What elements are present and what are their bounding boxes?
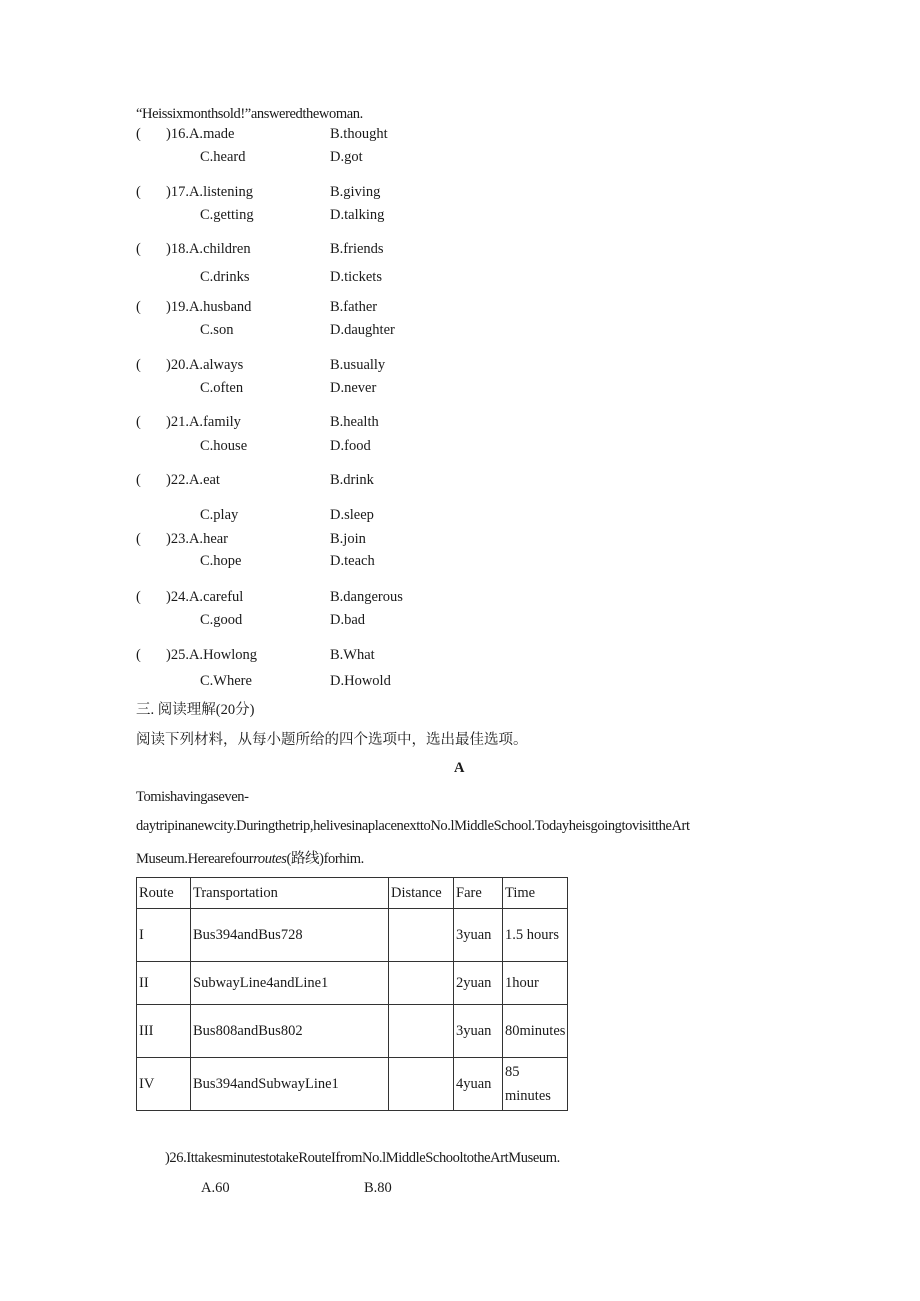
option-b-text: thought xyxy=(343,126,388,142)
header-fare: Fare xyxy=(454,878,503,909)
option-d-prefix: D. xyxy=(330,507,345,523)
option-c-prefix: C. xyxy=(200,149,214,165)
q26-stem: )26.IttakesminutestotakeRouteIfromNo.lMiddleSchooltotheArtMuseum. xyxy=(165,1150,560,1166)
cell-route: III xyxy=(137,1005,191,1058)
option-c-prefix: C. xyxy=(200,269,214,285)
cell-route: II xyxy=(137,962,191,1005)
question-number-a-prefix: )21.A. xyxy=(166,414,204,430)
question-number-a-prefix: )16.A. xyxy=(166,126,204,142)
cell-fare: 3yuan xyxy=(454,1005,503,1058)
option-b xyxy=(330,531,366,548)
table-row xyxy=(137,909,568,962)
answer-paren-open: ( xyxy=(136,357,141,373)
option-b-text: What xyxy=(343,647,375,663)
cell-route: I xyxy=(137,909,191,962)
option-d xyxy=(330,553,375,570)
option-d-text: tickets xyxy=(344,269,382,285)
question-number-a-text: children xyxy=(203,241,251,257)
option-b-prefix: B. xyxy=(330,357,344,373)
option-d-text: daughter xyxy=(344,322,395,338)
option-c-text: play xyxy=(213,507,239,523)
question-number-a-prefix: )22.A. xyxy=(166,472,204,488)
question-number-a-prefix: )19.A. xyxy=(166,299,204,315)
option-b-prefix: B. xyxy=(330,472,344,488)
option-d-text: Howold xyxy=(344,673,391,689)
option-b xyxy=(330,647,375,664)
option-b-prefix: B. xyxy=(330,647,344,663)
option-b-text: join xyxy=(343,531,366,547)
header-route: Route xyxy=(137,878,191,909)
option-d xyxy=(330,612,365,629)
option-d-prefix: D. xyxy=(330,673,345,689)
option-d xyxy=(330,269,382,286)
cell-distance xyxy=(389,909,454,962)
question-number-a-prefix: )24.A. xyxy=(166,589,204,605)
cell-distance xyxy=(389,962,454,1005)
option-c xyxy=(200,507,238,524)
option-c-text: house xyxy=(213,438,248,454)
option-d-text: sleep xyxy=(344,507,374,523)
cell-fare: 4yuan xyxy=(454,1058,503,1111)
option-b-text: drink xyxy=(343,472,374,488)
option-c-prefix: C. xyxy=(200,673,214,689)
option-b-text: father xyxy=(343,299,378,315)
option-d-text: bad xyxy=(344,612,366,628)
passage-line-3-post: (路线)forhim. xyxy=(286,851,364,867)
answer-paren-open: ( xyxy=(136,241,141,257)
passage-label: A xyxy=(454,760,465,776)
question-number-a xyxy=(166,472,220,489)
option-b xyxy=(330,357,385,374)
option-b-text: giving xyxy=(343,184,381,200)
option-b xyxy=(330,472,374,489)
question-number-a-prefix: )23.A. xyxy=(166,531,204,547)
question-number-a-prefix: )25.A. xyxy=(166,647,204,663)
option-d-text: food xyxy=(344,438,371,454)
passage-line-3 xyxy=(136,847,364,868)
option-d xyxy=(330,149,363,166)
intro-line: “Heissixmonthsold!”answeredthewoman. xyxy=(136,106,363,122)
option-d-prefix: D. xyxy=(330,612,345,628)
cell-transportation: Bus394andSubwayLine1 xyxy=(191,1058,389,1111)
question-number-a xyxy=(166,414,241,431)
option-b xyxy=(330,241,384,258)
question-number-a xyxy=(166,531,228,548)
option-c-text: Where xyxy=(213,673,252,689)
option-c-text: son xyxy=(213,322,234,338)
option-d xyxy=(330,322,395,339)
table-row xyxy=(137,1005,568,1058)
option-c xyxy=(200,673,252,690)
answer-paren-open: ( xyxy=(136,299,141,315)
option-b-prefix: B. xyxy=(330,241,344,257)
option-c xyxy=(200,612,242,629)
option-d xyxy=(330,380,376,397)
option-d-prefix: D. xyxy=(330,553,345,569)
question-number-a-text: careful xyxy=(203,589,244,605)
option-d-prefix: D. xyxy=(330,380,345,396)
header-distance: Distance xyxy=(389,878,454,909)
option-c xyxy=(200,269,250,286)
question-number-a xyxy=(166,184,253,201)
cell-time: 85 minutes xyxy=(503,1058,568,1111)
option-c-text: often xyxy=(213,380,244,396)
option-c xyxy=(200,380,243,397)
question-number-a xyxy=(166,647,257,664)
option-d-text: never xyxy=(344,380,377,396)
option-d-text: teach xyxy=(344,553,375,569)
cell-fare: 3yuan xyxy=(454,909,503,962)
option-d-prefix: D. xyxy=(330,322,345,338)
option-c-prefix: C. xyxy=(200,553,214,569)
question-number-a-text: hear xyxy=(203,531,229,547)
option-c-prefix: C. xyxy=(200,207,214,223)
option-b-prefix: B. xyxy=(330,126,344,142)
answer-paren-open: ( xyxy=(136,184,141,200)
option-d-prefix: D. xyxy=(330,438,345,454)
passage-line-3-pre: Museum.Herearefour xyxy=(136,851,254,867)
answer-paren-open: ( xyxy=(136,126,141,142)
question-number-a-text: husband xyxy=(203,299,252,315)
option-c xyxy=(200,149,246,166)
option-c-text: getting xyxy=(213,207,254,223)
cell-distance xyxy=(389,1005,454,1058)
answer-paren-open: ( xyxy=(136,414,141,430)
question-number-a-prefix: )17.A. xyxy=(166,184,204,200)
passage-line-3-italic: routes xyxy=(253,851,287,867)
q26-option-a: A.60 xyxy=(201,1180,230,1196)
option-b-prefix: B. xyxy=(330,531,344,547)
cell-time: 1hour xyxy=(503,962,568,1005)
cell-distance xyxy=(389,1058,454,1111)
header-time: Time xyxy=(503,878,568,909)
passage-line-2: daytripinanewcity.Duringthetrip,helivesinaplacenexttoNo.lMiddleSchool.TodayheisgoingtovisittheArt xyxy=(136,818,690,834)
cell-fare: 2yuan xyxy=(454,962,503,1005)
option-c xyxy=(200,322,233,339)
option-d xyxy=(330,438,371,455)
option-c-prefix: C. xyxy=(200,612,214,628)
answer-paren-open: ( xyxy=(136,472,141,488)
table-row xyxy=(137,962,568,1005)
answer-paren-open: ( xyxy=(136,647,141,663)
passage-line-1: Tomishavingaseven- xyxy=(136,789,249,805)
option-b xyxy=(330,414,379,431)
question-number-a-text: listening xyxy=(203,184,254,200)
question-number-a xyxy=(166,126,234,143)
option-b-prefix: B. xyxy=(330,184,344,200)
option-d xyxy=(330,673,391,690)
question-number-a-text: Howlong xyxy=(203,647,258,663)
option-c-prefix: C. xyxy=(200,438,214,454)
question-number-a-prefix: )20.A. xyxy=(166,357,204,373)
option-b-text: usually xyxy=(343,357,386,373)
option-d-prefix: D. xyxy=(330,269,345,285)
question-number-a xyxy=(166,589,243,606)
option-d-prefix: D. xyxy=(330,149,345,165)
question-number-a-text: always xyxy=(203,357,244,373)
header-transportation: Transportation xyxy=(191,878,389,909)
answer-paren-open: ( xyxy=(136,589,141,605)
option-d xyxy=(330,207,384,224)
option-c xyxy=(200,553,241,570)
option-c-prefix: C. xyxy=(200,322,214,338)
option-d-prefix: D. xyxy=(330,207,345,223)
option-c-prefix: C. xyxy=(200,380,214,396)
cell-time: 80minutes xyxy=(503,1005,568,1058)
option-b-prefix: B. xyxy=(330,299,344,315)
question-number-a-text: made xyxy=(203,126,235,142)
question-number-a-text: family xyxy=(203,414,241,430)
section-instruction: 阅读下列材料，从每小题所给的四个选项中，选出最佳选项。 xyxy=(136,732,528,748)
option-c-text: drinks xyxy=(213,269,250,285)
option-c-text: good xyxy=(213,612,243,628)
q26-option-b: B.80 xyxy=(364,1180,392,1196)
option-c xyxy=(200,207,254,224)
option-b xyxy=(330,184,380,201)
option-c xyxy=(200,438,247,455)
option-b-text: health xyxy=(343,414,379,430)
cell-transportation: SubwayLine4andLine1 xyxy=(191,962,389,1005)
option-c-text: heard xyxy=(213,149,246,165)
question-number-a xyxy=(166,241,251,258)
table-header-row xyxy=(137,878,568,909)
option-d xyxy=(330,507,374,524)
option-b-text: dangerous xyxy=(343,589,403,605)
question-number-a xyxy=(166,299,251,316)
option-b xyxy=(330,589,403,606)
cell-route: IV xyxy=(137,1058,191,1111)
option-b xyxy=(330,299,377,316)
question-number-a xyxy=(166,357,243,374)
question-number-a-prefix: )18.A. xyxy=(166,241,204,257)
option-b-text: friends xyxy=(343,241,384,257)
cell-transportation: Bus808andBus802 xyxy=(191,1005,389,1058)
table-row xyxy=(137,1058,568,1111)
routes-table xyxy=(136,877,568,1111)
question-number-a-text: eat xyxy=(203,472,220,488)
option-b-prefix: B. xyxy=(330,414,344,430)
option-c-text: hope xyxy=(213,553,242,569)
section-title: 三. 阅读理解(20分) xyxy=(136,702,255,718)
cell-transportation: Bus394andBus728 xyxy=(191,909,389,962)
cell-time: 1.5 hours xyxy=(503,909,568,962)
option-b xyxy=(330,126,388,143)
option-d-text: got xyxy=(344,149,363,165)
option-c-prefix: C. xyxy=(200,507,214,523)
option-b-prefix: B. xyxy=(330,589,344,605)
option-d-text: talking xyxy=(344,207,385,223)
answer-paren-open: ( xyxy=(136,531,141,547)
